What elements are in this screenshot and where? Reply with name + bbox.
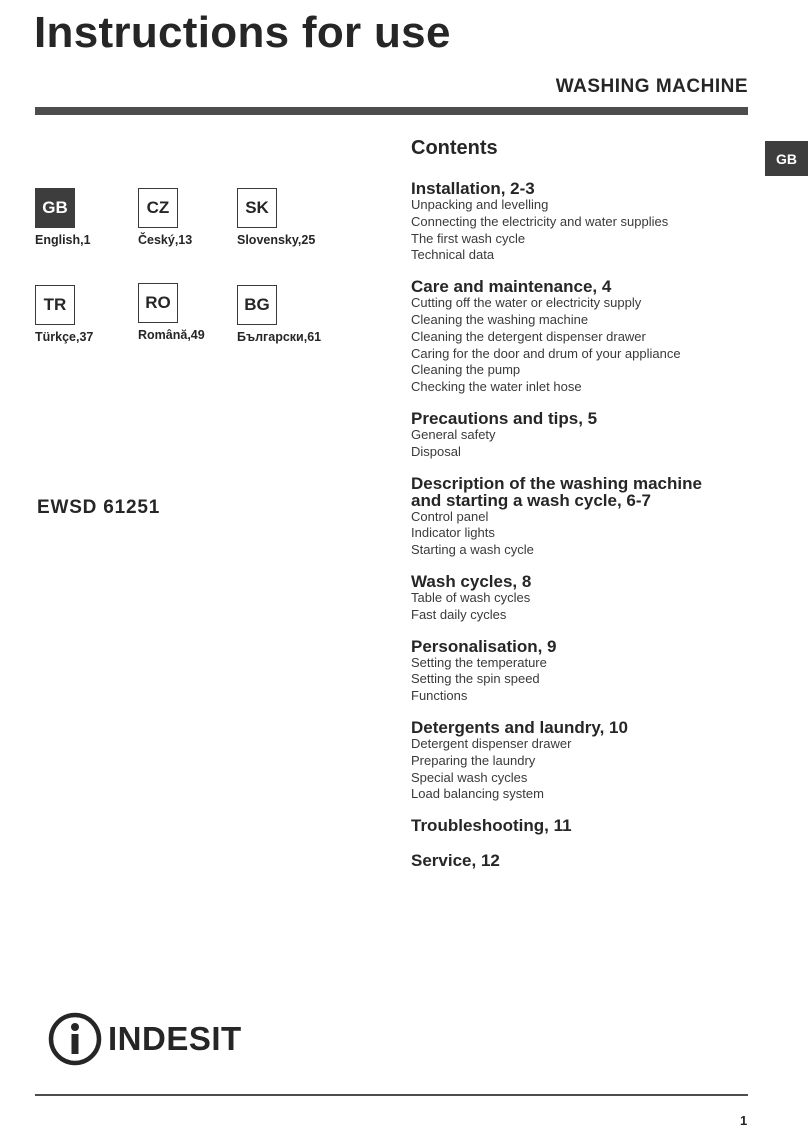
- toc-item: Technical data: [411, 247, 495, 263]
- language-ro: [138, 283, 238, 342]
- indesit-logo-icon: [48, 1012, 102, 1066]
- toc-item: Detergent dispenser drawer: [411, 735, 572, 751]
- toc-item: Starting a wash cycle: [411, 542, 534, 558]
- language-label: English,1: [35, 233, 91, 247]
- footer-divider: [35, 1094, 748, 1096]
- toc-item: Indicator lights: [411, 525, 495, 541]
- toc-item: Special wash cycles: [411, 769, 528, 785]
- language-tr: [35, 285, 135, 344]
- page-number: 1: [740, 1113, 748, 1128]
- toc-section-installation: [411, 180, 751, 264]
- toc-item: Cleaning the washing machine: [411, 311, 589, 327]
- toc-section-service: [411, 852, 751, 869]
- language-code-box: GB: [35, 188, 75, 228]
- toc-item: Setting the temperature: [411, 654, 547, 670]
- header-divider: [35, 107, 748, 115]
- language-label: Български,61: [237, 330, 322, 344]
- toc-section-precautions: [411, 410, 751, 461]
- toc-item: Load balancing system: [411, 786, 544, 802]
- toc-section-wash-cycles: [411, 573, 751, 624]
- language-code-box: TR: [35, 285, 75, 325]
- document-title: Instructions for use: [34, 8, 451, 57]
- language-code-box: CZ: [138, 188, 178, 228]
- language-code-box: BG: [237, 285, 277, 325]
- toc-section-title-line1: Description of the washing machine: [411, 473, 702, 493]
- toc-section-title: Personalisation, 9: [411, 636, 557, 656]
- toc-section-detergents: [411, 719, 751, 803]
- toc-item: Cleaning the pump: [411, 362, 521, 378]
- language-label: Český,13: [138, 233, 193, 247]
- language-label: Română,49: [138, 328, 205, 342]
- toc-item: Fast daily cycles: [411, 606, 507, 622]
- toc-item: Control panel: [411, 508, 489, 524]
- toc-item: Checking the water inlet hose: [411, 379, 582, 395]
- language-gb: [35, 188, 135, 247]
- table-of-contents: [411, 137, 751, 883]
- toc-section-title: Wash cycles, 8: [411, 571, 532, 591]
- language-code-box: SK: [237, 188, 277, 228]
- document-subtitle: WASHING MACHINE: [555, 76, 748, 97]
- toc-item: Setting the spin speed: [411, 671, 540, 687]
- toc-section-title-line2: and starting a wash cycle, 6-7: [411, 490, 651, 510]
- toc-item: Cutting off the water or electricity supply: [411, 295, 642, 311]
- toc-item: Cleaning the detergent dispenser drawer: [411, 328, 646, 344]
- toc-item: Functions: [411, 688, 468, 704]
- toc-section-title: Installation, 2-3: [411, 179, 535, 198]
- toc-section-title: Troubleshooting, 11: [411, 816, 572, 836]
- toc-section-title: Care and maintenance, 4: [411, 277, 612, 297]
- language-code-box: RO: [138, 283, 178, 323]
- toc-section-care: [411, 278, 751, 396]
- toc-section-title: Service, 12: [411, 851, 500, 871]
- toc-item: The first wash cycle: [411, 230, 526, 246]
- toc-section-title: Detergents and laundry, 10: [411, 717, 628, 737]
- language-sk: [237, 188, 337, 247]
- contents-heading: Contents: [411, 137, 498, 159]
- toc-section-description: [411, 475, 751, 559]
- language-side-tab: GB: [765, 141, 808, 176]
- brand-wordmark: INDESIT: [108, 1020, 242, 1057]
- model-number: EWSD 61251: [37, 497, 161, 518]
- language-label: Türkçe,37: [35, 330, 94, 344]
- toc-section-title: Precautions and tips, 5: [411, 408, 598, 428]
- toc-item: Disposal: [411, 443, 461, 459]
- language-bg: [237, 285, 337, 344]
- language-label: Slovensky,25: [237, 233, 316, 247]
- toc-item: Caring for the door and drum of your appliance: [411, 345, 681, 361]
- brand-logo: [48, 1012, 242, 1066]
- toc-section-personalisation: [411, 638, 751, 705]
- toc-item: Connecting the electricity and water supplies: [411, 213, 669, 229]
- language-cz: [138, 188, 238, 247]
- toc-section-troubleshooting: [411, 817, 751, 834]
- toc-item: Unpacking and levelling: [411, 197, 549, 212]
- toc-item: Preparing the laundry: [411, 752, 536, 768]
- toc-item: Table of wash cycles: [411, 589, 531, 605]
- toc-item: General safety: [411, 426, 496, 442]
